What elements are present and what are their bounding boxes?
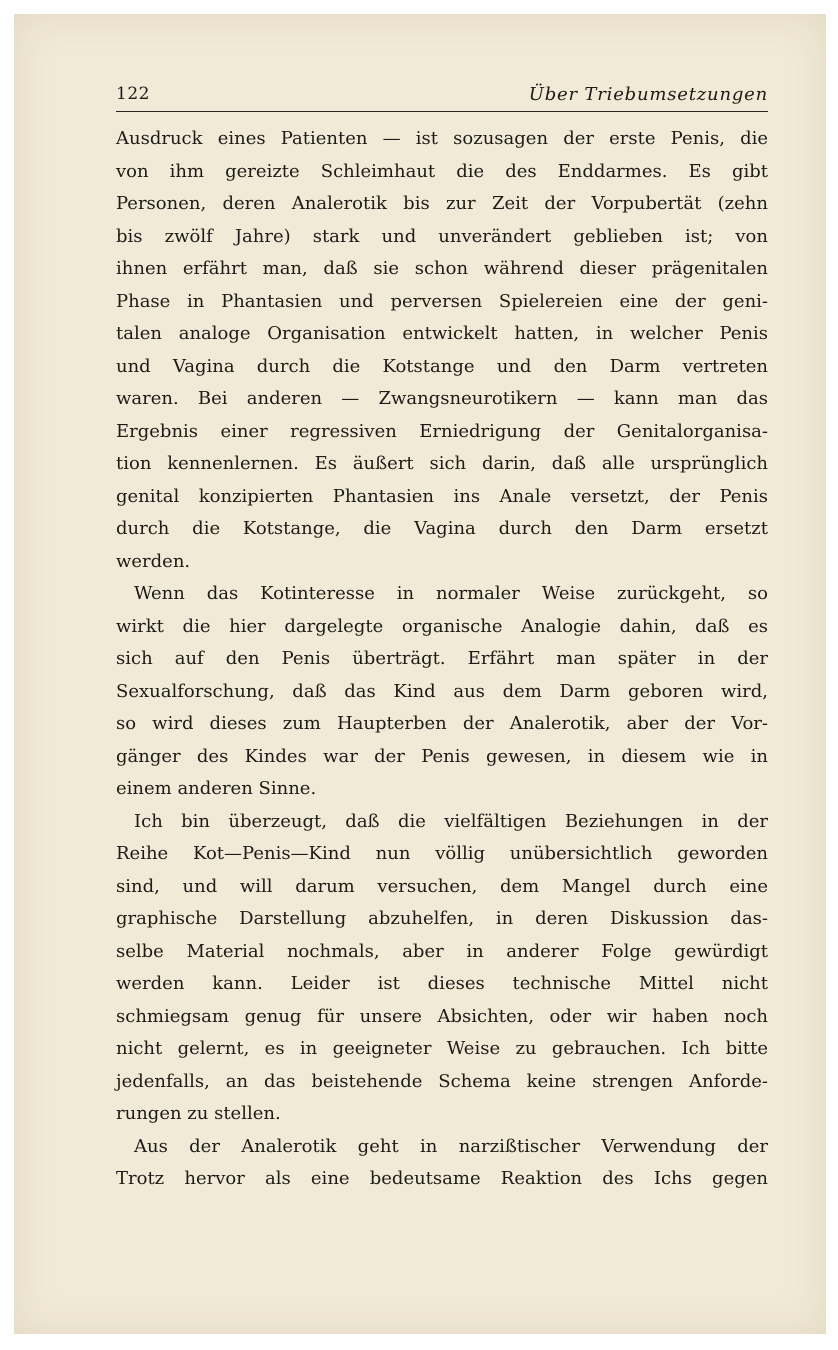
- text-line: und Vagina durch die Kotstange und den Darm vertreten: [116, 355, 768, 377]
- page-header: [116, 84, 768, 114]
- text-line: Ausdruck eines Patienten — ist sozusagen der erste Penis, die: [116, 128, 768, 149]
- paragraph: [116, 806, 768, 1131]
- text-line: Sexualforschung, daß das Kind aus dem Darm geboren wird,: [116, 680, 768, 702]
- header-rule: [116, 111, 768, 112]
- text-line: Personen, deren Analerotik bis zur Zeit der Vorpubertät (zehn: [116, 193, 768, 214]
- text-line: Aus der Analerotik geht in narzißtischer Verwendung der: [134, 1135, 768, 1157]
- text-line: nicht gelernt, es in geeigneter Weise zu gebrauchen. Ich bitte: [116, 1038, 768, 1059]
- text-line: rungen zu stellen.: [116, 1103, 281, 1124]
- text-line: schmiegsam genug für unsere Absichten, oder wir haben noch: [116, 1005, 768, 1027]
- paragraph: [116, 123, 768, 578]
- text-line: graphische Darstellung abzuhelfen, in deren Diskussion das-: [116, 908, 768, 929]
- book-page: [14, 14, 826, 1334]
- text-line: so wird dieses zum Haupterben der Analerotik, aber der Vor-: [116, 713, 768, 734]
- text-line: jedenfalls, an das beistehende Schema keine strengen Anforde-: [116, 1070, 768, 1092]
- text-line: genital konzipierten Phantasien ins Anale versetzt, der Penis: [116, 485, 768, 507]
- text-line: sind, und will darum versuchen, dem Mangel durch eine: [116, 875, 768, 897]
- text-line: durch die Kotstange, die Vagina durch den Darm ersetzt: [116, 518, 768, 539]
- text-line: werden.: [116, 550, 191, 572]
- text-line: Phase in Phantasien und perversen Spielereien eine der geni-: [116, 290, 768, 312]
- text-line: selbe Material nochmals, aber in anderer Folge gewürdigt: [116, 940, 768, 962]
- body-text: [116, 123, 768, 1196]
- text-line: Reihe Kot—Penis—Kind nun völlig unübersichtlich geworden: [116, 843, 768, 864]
- text-line: Ich bin überzeugt, daß die vielfältigen Beziehungen in der: [134, 810, 768, 832]
- text-line: waren. Bei anderen — Zwangsneurotikern — kann man das: [116, 388, 768, 409]
- text-line: ihnen erfährt man, daß sie schon während dieser prägenitalen: [116, 258, 768, 279]
- paragraph: [116, 578, 768, 806]
- text-line: von ihm gereizte Schleimhaut die des Enddarmes. Es gibt: [116, 160, 768, 182]
- text-line: gänger des Kindes war der Penis gewesen, in diesem wie in: [116, 745, 768, 767]
- paragraph: [116, 1131, 768, 1196]
- text-line: bis zwölf Jahre) stark und unverändert geblieben ist; von: [116, 225, 768, 247]
- text-line: Ergebnis einer regressiven Erniedrigung der Genitalorganisa-: [116, 420, 768, 442]
- text-line: einem anderen Sinne.: [116, 778, 317, 799]
- text-line: werden kann. Leider ist dieses technische Mittel nicht: [116, 973, 768, 994]
- text-line: talen analoge Organisation entwickelt hatten, in welcher Penis: [116, 323, 768, 344]
- text-line: tion kennenlernen. Es äußert sich darin, daß alle ursprünglich: [116, 453, 768, 474]
- text-line: Wenn das Kotinteresse in normaler Weise zurückgeht, so: [134, 583, 768, 604]
- page-number: 122: [116, 84, 150, 104]
- text-line: wirkt die hier dargelegte organische Analogie dahin, daß es: [116, 615, 768, 637]
- text-line: sich auf den Penis überträgt. Erfährt man später in der: [116, 648, 768, 669]
- running-title: Über Triebumsetzungen: [528, 84, 768, 105]
- text-line: Trotz hervor als eine bedeutsame Reaktion des Ichs gegen: [116, 1168, 768, 1189]
